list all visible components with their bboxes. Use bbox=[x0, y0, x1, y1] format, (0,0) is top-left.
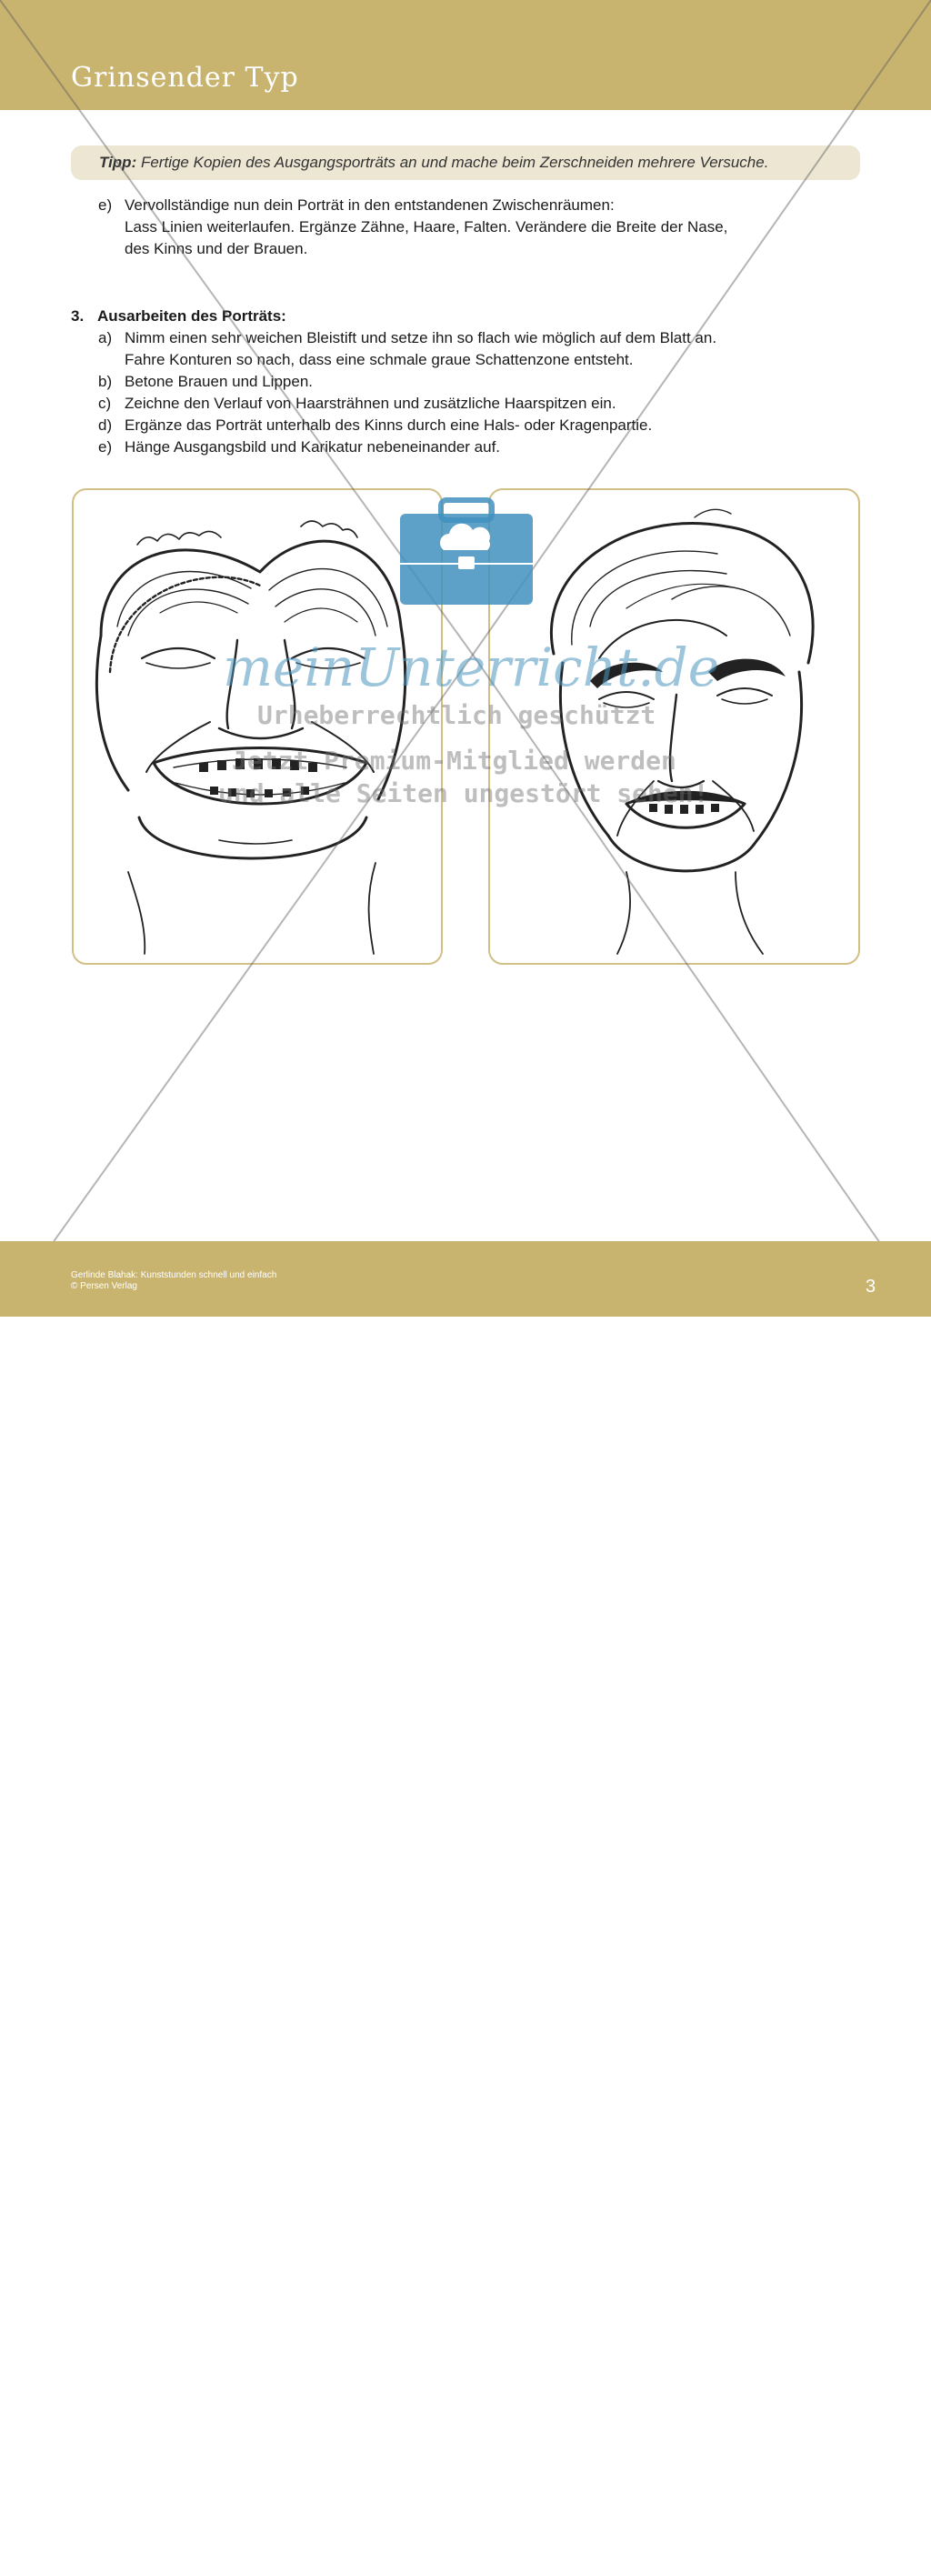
list-text: Fahre Konturen so nach, dass eine schmale graue Schattenzone entsteht. bbox=[125, 351, 634, 368]
tip-box bbox=[71, 145, 860, 180]
tip-text: Fertige Kopien des Ausgangsporträts an und mache beim Zerschneiden mehrere Versuche. bbox=[140, 154, 769, 171]
list-marker: e) bbox=[98, 196, 113, 214]
page-number-decoration: 3 bbox=[864, 2462, 926, 2576]
list-marker: e) bbox=[98, 438, 113, 456]
list-text: Hänge Ausgangsbild und Karikatur nebeneinander auf. bbox=[125, 438, 501, 456]
list-text: Nimm einen sehr weichen Bleistift und setze ihn so flach wie möglich auf dem Blatt an. bbox=[125, 329, 717, 346]
list-text: Zeichne den Verlauf von Haarsträhnen und zusätzliche Haarspitzen ein. bbox=[125, 395, 616, 412]
list-text: Ergänze das Porträt unterhalb des Kinns durch eine Hals- oder Kragenpartie. bbox=[125, 416, 653, 434]
watermark-line-3: und alle Seiten ungestört sehen! bbox=[218, 778, 709, 808]
list-text: Betone Brauen und Lippen. bbox=[125, 373, 314, 390]
section-number: 3. bbox=[71, 307, 85, 325]
list-marker: d) bbox=[98, 416, 113, 434]
footer-source: Gerlinde Blahak: Kunststunden schnell und einfach bbox=[71, 1270, 277, 1280]
watermark-logo-text: meinUnterricht.de bbox=[223, 636, 720, 698]
section-title: Ausarbeiten des Porträts: bbox=[97, 307, 286, 325]
list-marker: b) bbox=[98, 373, 113, 390]
list-marker: a) bbox=[98, 329, 113, 346]
header-band bbox=[0, 0, 931, 110]
tip-label: Tipp: bbox=[99, 154, 137, 171]
list-text: des Kinns und der Brauen. bbox=[125, 240, 308, 257]
watermark-line-1: Urheberrechtlich geschützt bbox=[257, 700, 656, 730]
list-marker: c) bbox=[98, 395, 112, 412]
watermark-line-2: Jetzt Premium-Mitglied werden bbox=[232, 746, 676, 776]
page-title: Grinsender Typ bbox=[71, 62, 299, 94]
list-text: Lass Linien weiterlaufen. Ergänze Zähne, Haare, Falten. Verändere die Breite der Nase, bbox=[125, 218, 728, 236]
page-number: 3 bbox=[866, 1277, 876, 1297]
list-text: Vervollständige nun dein Porträt in den entstandenen Zwischenräumen: bbox=[125, 196, 615, 214]
footer-publisher: © Persen Verlag bbox=[71, 1281, 137, 1291]
